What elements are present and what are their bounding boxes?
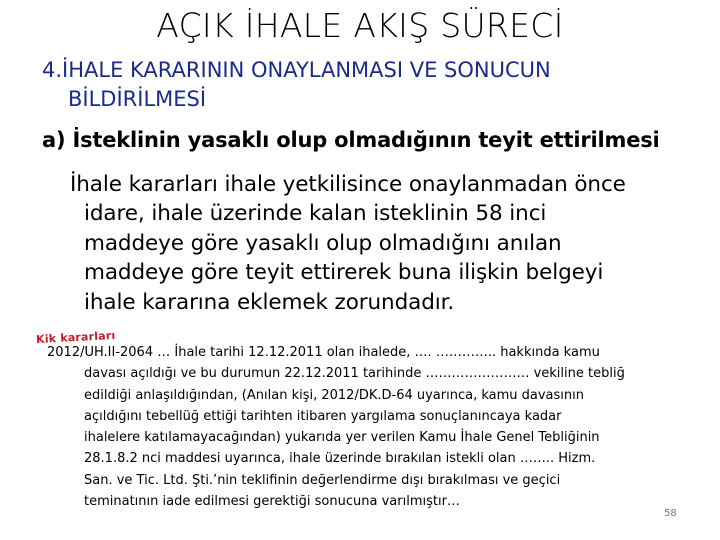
body-line: maddeye göre teyit ettirerek buna ilişkin belgeyi xyxy=(84,260,604,286)
decision-note xyxy=(47,342,677,512)
note-line: 2012/UH.II-2064 … İhale tarihi 12.12.2011 olan ihalede, …. ………….. hakkında kamu xyxy=(47,345,600,360)
section-heading xyxy=(42,56,692,114)
slide-title: AÇIK İHALE AKIŞ SÜRECİ xyxy=(156,6,564,45)
subheading: a) İsteklinin yasaklı olup olmadığının teyit ettirilmesi xyxy=(42,128,660,152)
note-line: teminatının iade edilmesi gerektiği sonucuna varılmıştır… xyxy=(84,494,460,510)
note-line: 28.1.8.2 nci maddesi uyarınca, ihale üzerinde bırakılan istekli olan …….. Hizm. xyxy=(84,451,596,467)
kik-kararlari-label: Kik kararları xyxy=(35,328,116,347)
section-heading-line-2: BİLDİRİLMESİ xyxy=(68,87,207,111)
note-line: ihalelere katılamayacağından) yukarıda yer verilen Kamu İhale Genel Tebliğinin xyxy=(84,430,600,446)
page-number: 58 xyxy=(664,508,677,519)
note-line: davası açıldığı ve bu durumun 22.12.2011 tarihinde …………………… vekiline tebliğ xyxy=(84,366,625,382)
section-heading-line-1: 4.İHALE KARARININ ONAYLANMASI VE SONUCUN xyxy=(42,58,551,82)
note-line: edildiği anlaşıldığından, (Anılan kişi, 2012/DK.D-64 uyarınca, kamu davasının xyxy=(84,387,584,403)
body-line: idare, ihale üzerinde kalan isteklinin 58 inci xyxy=(84,201,547,227)
body-paragraph xyxy=(70,170,710,317)
body-line: maddeye göre yasaklı olup olmadığını anılan xyxy=(84,230,562,256)
body-line: İhale kararları ihale yetkilisince onaylanmadan önce xyxy=(70,172,626,197)
note-line: San. ve Tic. Ltd. Şti.’nin teklifinin değerlendirme dışı bırakılması ve geçici xyxy=(84,472,561,488)
body-line: ihale kararına eklemek zorundadır. xyxy=(84,289,455,315)
note-line: açıldığını tebellüğ ettiği tarihten itibaren yargılama sonuçlanıncaya kadar xyxy=(84,408,562,424)
